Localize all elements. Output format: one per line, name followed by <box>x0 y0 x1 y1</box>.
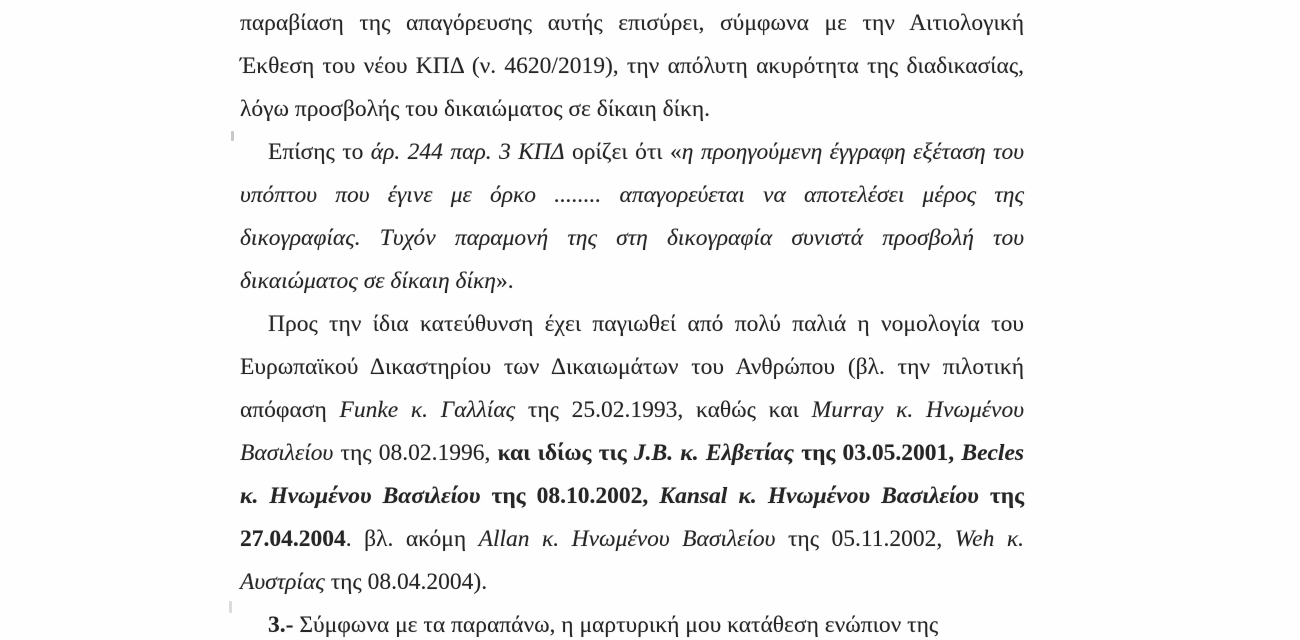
text-segment: 3.- <box>268 612 294 638</box>
scan-artifact <box>229 601 232 613</box>
text-segment: και ιδίως τις <box>497 440 634 466</box>
text-segment: Allan κ. Ηνωμένου Βασιλείου <box>478 526 776 552</box>
text-segment: της 08.02.1996, <box>333 440 498 466</box>
text-segment: παραβίαση της απαγόρευσης αυτής επισύρει, σύμφωνα με την Αιτιολογική Έκθεση του νέου ΚΠΔ (ν. 4620/2019), την απόλυτη ακυρότητα της διαδικασίας, λόγω προσβολής του δικαιώματος σε δίκαιη δίκη. <box>240 10 1024 122</box>
text-segment: Funke κ. Γαλλίας <box>339 397 516 423</box>
text-segment: της 25.02.1993, καθώς και <box>515 397 812 423</box>
text-segment: Επίσης το <box>268 139 371 165</box>
document-body <box>240 2 1024 640</box>
text-segment: Προς την ίδια κατεύθυνση έχει παγιωθεί από πολύ παλιά η νομολογία του Ευρωπαϊκού Δικαστηρίου των Δικαιωμάτων του Ανθρώπου (βλ. την πιλοτική απόφαση <box>240 311 1024 423</box>
text-segment: ». <box>495 268 514 294</box>
text-segment: της 05.11.2002, <box>775 526 955 552</box>
paragraph <box>240 131 1024 303</box>
paragraph <box>240 604 1024 640</box>
text-segment: της 08.04.2004). <box>324 569 488 595</box>
text-segment: . βλ. ακόμη <box>345 526 479 552</box>
text-segment: άρ. 244 παρ. 3 ΚΠΔ <box>370 139 565 165</box>
text-segment: Becles κ. Ηνωμένου Βασιλείου <box>240 440 1025 509</box>
paragraph <box>240 303 1024 604</box>
text-segment: Weh κ. Αυστρίας <box>240 526 1024 595</box>
text-segment: Murray κ. Ηνωμένου Βασιλείου <box>240 397 1024 466</box>
text-segment: η προηγούμενη έγγραφη εξέταση του υπόπτου που έγινε με όρκο ........ απαγορεύεται να αποτελέσει μέρος της δικογραφίας. Τυχόν παραμονή της στη δικογραφία συνιστά προσβολή του δικαιώματος σε δίκαιη δίκη <box>240 139 1024 294</box>
text-segment: J.B. κ. Ελβετίας <box>633 440 795 466</box>
paragraph <box>240 2 1024 131</box>
text-segment: της 08.10.2002, <box>480 483 660 509</box>
scan-artifact <box>231 131 234 141</box>
text-segment: της 03.05.2001, <box>794 440 962 466</box>
text-segment: της 27.04.2004 <box>240 483 1025 552</box>
text-segment: ορίζει ότι « <box>564 139 682 165</box>
text-segment: Kansal κ. Ηνωμένου Βασιλείου <box>659 483 979 509</box>
text-segment: Σύμφωνα με τα παραπάνω, η μαρτυρική μου κατάθεση ενώπιον της <box>293 612 939 638</box>
